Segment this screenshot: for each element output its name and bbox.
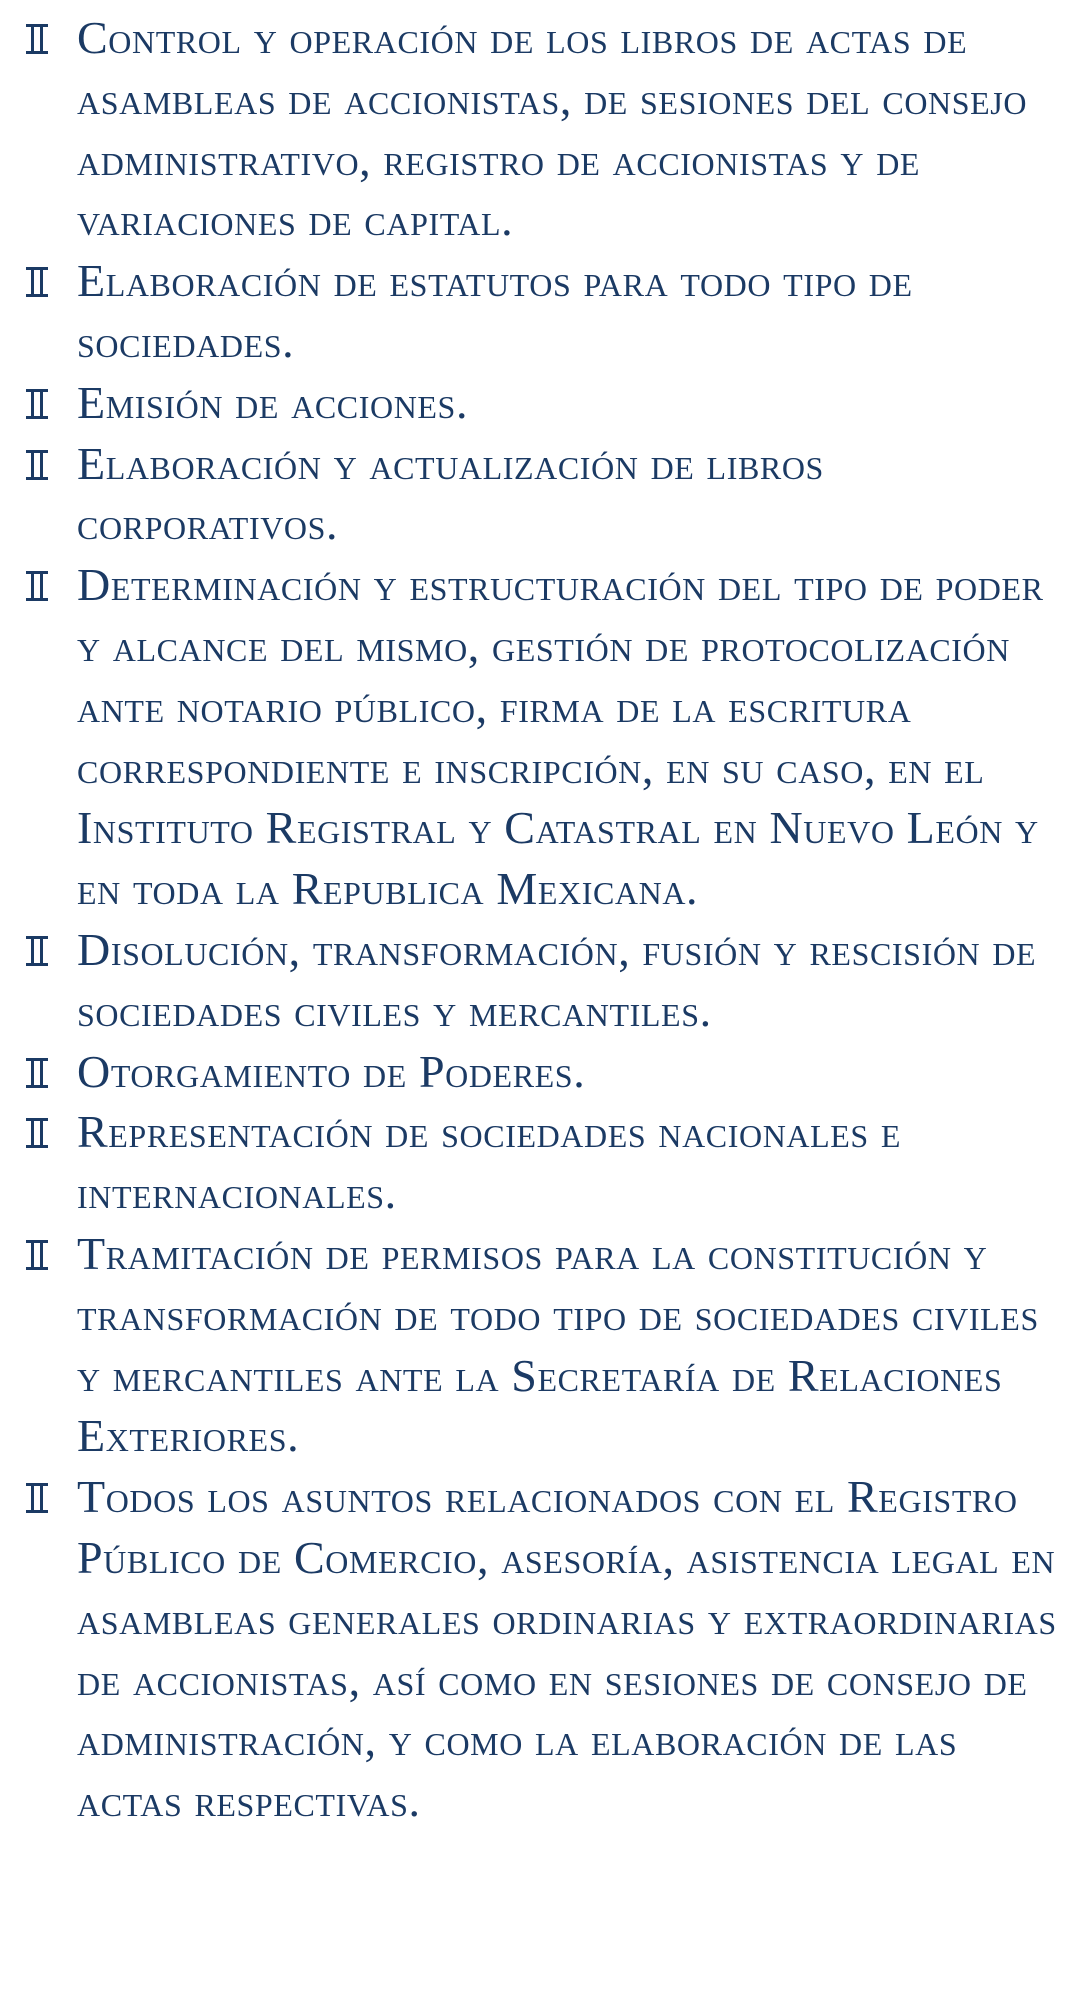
service-text: Control y operación de los libros de actas de asambleas de accionistas, de sesiones del consejo administrativo, registro de accionistas y de variaciones de capital.: [77, 12, 1028, 246]
service-text: Elaboración de estatutos para todo tipo de sociedades.: [77, 255, 913, 367]
list-item: [0, 1102, 1084, 1224]
list-item: [0, 1467, 1084, 1832]
roman-numeral-two-bullet-icon: [24, 936, 50, 966]
roman-numeral-two-bullet-icon: [24, 571, 50, 601]
roman-numeral-two-bullet-icon: [24, 1058, 50, 1088]
roman-numeral-two-bullet-icon: [24, 1240, 50, 1270]
list-item: [0, 555, 1084, 920]
roman-numeral-two-bullet-icon: [24, 24, 50, 54]
roman-numeral-two-bullet-icon: [24, 389, 50, 419]
service-text: Emisión de acciones.: [77, 376, 469, 428]
list-item: [0, 251, 1084, 373]
list-item: [0, 8, 1084, 251]
service-text: Representación de sociedades nacionales e internacionales.: [77, 1106, 902, 1219]
service-text: Elaboración y actualización de libros corporativos.: [77, 437, 824, 550]
list-item: [0, 1042, 1084, 1103]
list-item: [0, 434, 1084, 556]
roman-numeral-two-bullet-icon: [24, 450, 50, 480]
roman-numeral-two-bullet-icon: [24, 1118, 50, 1148]
list-item: [0, 920, 1084, 1042]
services-list: [0, 8, 1084, 1832]
list-item: [0, 373, 1084, 434]
service-text: Tramitación de permisos para la constitución y transformación de todo tipo de sociedades civiles y mercantiles ante la Secretaría de Relaciones Exteriores.: [77, 1227, 1039, 1462]
roman-numeral-two-bullet-icon: [24, 1483, 50, 1513]
service-text: Disolución, transformación, fusión y rescisión de sociedades civiles y mercantiles.: [77, 923, 1037, 1036]
service-text: Todos los asuntos relacionados con el Registro Público de Comercio, asesoría, asistencia legal en asambleas generales ordinarias y extraordinarias de accionistas, así como en sesiones de consejo de administración, y como la elaboración de las actas respectivas.: [77, 1471, 1057, 1827]
service-text: Determinación y estructuración del tipo de poder y alcance del mismo, gestión de protocolización ante notario público, firma de la escritura correspondiente e inscripción, en su caso, en el Instituto Registral y Catastral en Nuevo León y en toda la Republica Mexicana.: [77, 559, 1044, 915]
list-item: [0, 1224, 1084, 1467]
service-text: Otorgamiento de Poderes.: [77, 1045, 586, 1097]
roman-numeral-two-bullet-icon: [24, 267, 50, 297]
